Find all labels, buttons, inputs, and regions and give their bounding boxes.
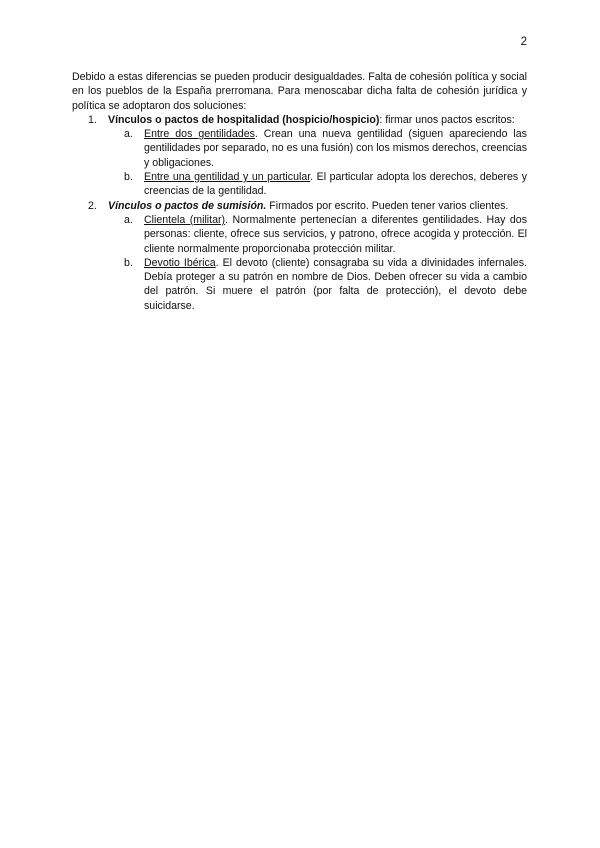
sub-item <box>108 256 527 313</box>
list-letter: a. <box>124 128 133 141</box>
list-letter: b. <box>124 256 133 269</box>
page-number: 2 <box>520 36 527 48</box>
sub-item-text: . El devoto (cliente) consagraba su vida a divinidades infernales. Debía proteger a su patrón en nombre de Dios. Deben ofrecer su vida a cambio del patrón. Si muere el patrón (por falta de protección), el devoto debe suicidarse. <box>144 256 527 312</box>
solution-item-sumision <box>72 199 527 313</box>
sub-list <box>108 127 527 198</box>
sub-item-term: Clientela (militar) <box>144 213 226 226</box>
sub-item-term: Entre una gentilidad y un particular <box>144 171 311 184</box>
sub-item-term: Entre dos gentilidades <box>144 128 255 141</box>
solution-item-hospitalidad <box>72 113 527 199</box>
solution-description: : firmar unos pactos escritos: <box>379 113 515 126</box>
solutions-list <box>72 113 527 313</box>
list-number: 1. <box>88 113 97 126</box>
sub-item-text: . Crean una nueva gentilidad (siguen apareciendo las gentilidades por separado, no es una fusión) con los mismos derechos, creencias y obligaciones. <box>144 128 527 169</box>
sub-item-text: . Normalmente pertenecían a diferentes gentilidades. Hay dos personas: cliente, ofrece sus servicios, y patrono, ofrece acogida y protección. El cliente normalmente proporcionaba protección militar. <box>144 213 527 255</box>
solution-description: Firmados por escrito. Pueden tener varios clientes. <box>266 199 509 212</box>
intro-paragraph: Debido a estas diferencias se pueden producir desigualdades. Falta de cohesión política y social en los pueblos de la España prerromana. Para menoscabar dicha falta de cohesión jurídica y política se adoptaron dos soluciones: <box>72 71 527 112</box>
sub-item-term: Devotio Ibérica <box>144 256 216 269</box>
list-number: 2. <box>88 199 97 212</box>
sub-item <box>108 170 527 199</box>
sub-item <box>108 213 527 256</box>
list-letter: a. <box>124 213 133 226</box>
solution-title: Vínculos o pactos de hospitalidad (hospicio/hospicio) <box>108 113 380 126</box>
sub-list <box>108 213 527 313</box>
solution-title: Vínculos o pactos de sumisión. <box>108 199 267 212</box>
sub-item-text: . El particular adopta los derechos, deberes y creencias de la gentilidad. <box>144 171 527 198</box>
document-body <box>72 70 527 313</box>
sub-item <box>108 127 527 170</box>
list-letter: b. <box>124 171 133 184</box>
